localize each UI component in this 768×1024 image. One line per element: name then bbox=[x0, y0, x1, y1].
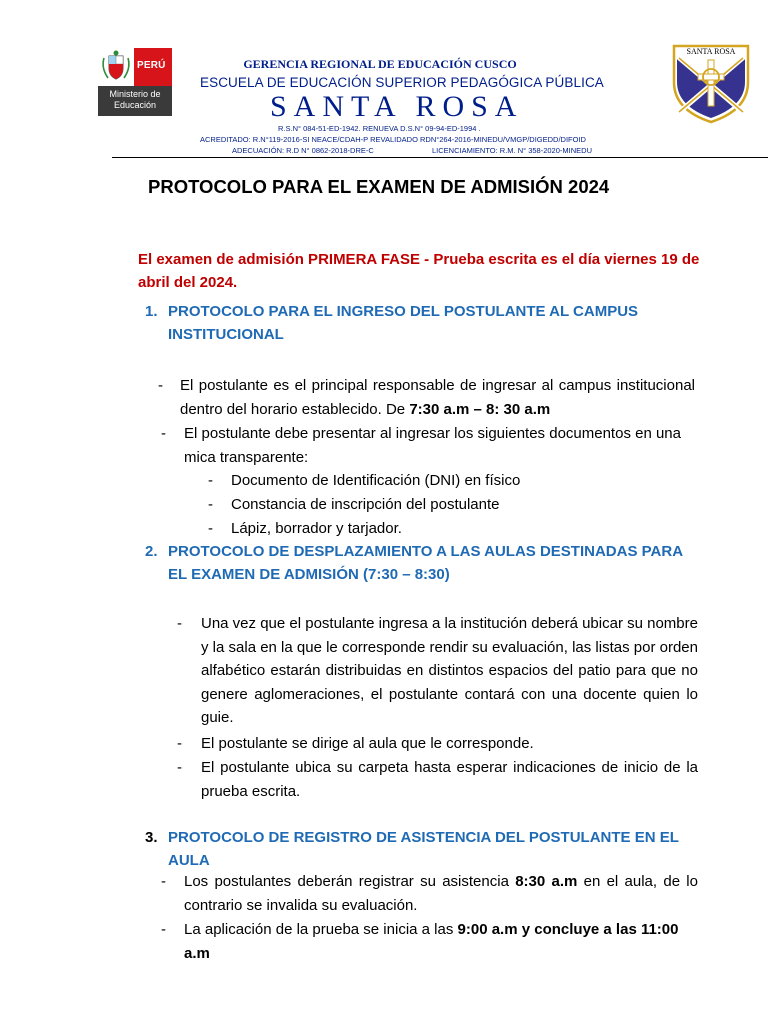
page-title: PROTOCOLO PARA EL EXAMEN DE ADMISIÓN 2024 bbox=[148, 176, 610, 197]
bullet-dash: - bbox=[177, 615, 182, 632]
section-1-heading bbox=[145, 300, 685, 346]
header-divider bbox=[112, 157, 768, 158]
bullet-dash: - bbox=[177, 759, 182, 776]
ministry-label-line1: Ministerio de bbox=[109, 89, 161, 99]
item-text-plain: Los postulantes deberán registrar su asistencia bbox=[184, 873, 516, 890]
bullet-dash: - bbox=[161, 425, 166, 442]
section-2-title: PROTOCOLO DE DESPLAZAMIENTO A LAS AULAS DESTINADAS PARA EL EXAMEN DE ADMISIÓN (7:30 – 8:30) bbox=[168, 543, 683, 583]
list-item bbox=[177, 612, 702, 732]
list-item bbox=[161, 918, 701, 966]
item-text: El postulante debe presentar al ingresar los siguientes documentos en una mica transparente: bbox=[184, 425, 681, 466]
section-3-title: PROTOCOLO DE REGISTRO DE ASISTENCIA DEL POSTULANTE EN EL AULA bbox=[168, 829, 679, 869]
item-text bbox=[180, 374, 695, 421]
list-item bbox=[161, 422, 701, 470]
item-text: Una vez que el postulante ingresa a la institución deberá ubicar su nombre y la sala en la que le corresponde rendir su evaluación, las listas por orden alfabético estarán distribuidas en distintos espacios del patio para que no genere aglomeraciones, el postulante contará con una docente quien lo guie. bbox=[201, 615, 698, 726]
bullet-dash: - bbox=[158, 377, 163, 394]
crest-text: SANTA ROSA bbox=[686, 47, 736, 56]
bullet-dash: - bbox=[177, 735, 182, 752]
resolution-info: R.S.N° 084-51-ED-1942. RENUEVA D.S.N° 09-94-ED-1994 . bbox=[278, 124, 481, 133]
ministry-label bbox=[100, 89, 170, 111]
adequation-info: ADECUACIÓN: R.D N° 0862-2018-DRE-C bbox=[232, 146, 374, 155]
item-text-plain-after: en el aula, de lo contrario se invalida su evaluación. bbox=[184, 873, 698, 914]
list-item bbox=[177, 732, 702, 756]
section-1-number: 1. bbox=[145, 303, 158, 320]
bullet-dash: - bbox=[208, 496, 213, 513]
sub-item-text: Documento de Identificación (DNI) en físico bbox=[231, 472, 521, 489]
accreditation-info: ACREDITADO: R.N°119-2016-SI NEACE/CDAH-P REVALIDADO RDN°264-2016-MINEDU/VMGP/DIGEDD/DIFOID bbox=[200, 135, 586, 144]
item-text-bold: 8:30 a.m bbox=[515, 873, 578, 890]
item-text: El postulante se dirige al aula que le corresponde. bbox=[201, 735, 534, 752]
school-type: ESCUELA DE EDUCACIÓN SUPERIOR PEDAGÓGICA PÚBLICA bbox=[200, 75, 604, 90]
item-text-bold: 9:00 a.m y concluye a las 11:00 a.m bbox=[184, 921, 679, 962]
bullet-dash: - bbox=[161, 921, 166, 938]
peru-shield-icon bbox=[98, 48, 134, 86]
school-name: SANTA ROSA bbox=[270, 90, 524, 123]
sub-list-item bbox=[208, 517, 608, 541]
sub-item-text: Lápiz, borrador y tarjador. bbox=[231, 520, 402, 537]
item-text: El postulante ubica su carpeta hasta esperar indicaciones de inicio de la prueba escrita. bbox=[201, 759, 698, 800]
item-text bbox=[184, 918, 698, 965]
list-item bbox=[158, 374, 698, 422]
peru-label: PERÚ bbox=[137, 60, 166, 71]
section-1-title: PROTOCOLO PARA EL INGRESO DEL POSTULANTE AL CAMPUS INSTITUCIONAL bbox=[168, 303, 639, 343]
item-text-plain: El postulante es el principal responsable de ingresar al campus institucional dentro del horario establecido. De bbox=[180, 377, 695, 418]
item-text-bold: 7:30 a.m – 8: 30 a.m bbox=[409, 400, 551, 418]
bullet-dash: - bbox=[208, 472, 213, 489]
sub-list-item bbox=[208, 469, 608, 493]
section-3-number: 3. bbox=[145, 829, 158, 846]
section-2-heading bbox=[145, 540, 705, 586]
section-3-heading bbox=[145, 826, 715, 869]
section-2-number: 2. bbox=[145, 543, 158, 560]
list-item bbox=[177, 756, 702, 804]
ministry-label-line2: Educación bbox=[113, 100, 157, 110]
sub-item-text: Constancia de inscripción del postulante bbox=[231, 496, 500, 513]
exam-date-notice: El examen de admisión PRIMERA FASE - Prueba escrita es el día viernes 19 de abril del 2024. bbox=[138, 251, 700, 291]
regional-office: GERENCIA REGIONAL DE EDUCACIÓN CUSCO bbox=[243, 57, 517, 71]
item-text bbox=[184, 870, 698, 917]
letterhead bbox=[0, 0, 768, 160]
santa-rosa-crest-icon bbox=[672, 44, 750, 124]
licensing-info: LICENCIAMIENTO: R.M. N° 358-2020-MINEDU bbox=[432, 146, 592, 155]
bullet-dash: - bbox=[208, 520, 213, 537]
item-text-plain: La aplicación de la prueba se inicia a las bbox=[184, 921, 458, 938]
list-item bbox=[161, 870, 701, 918]
bullet-dash: - bbox=[161, 873, 166, 890]
sub-list-item bbox=[208, 493, 608, 517]
